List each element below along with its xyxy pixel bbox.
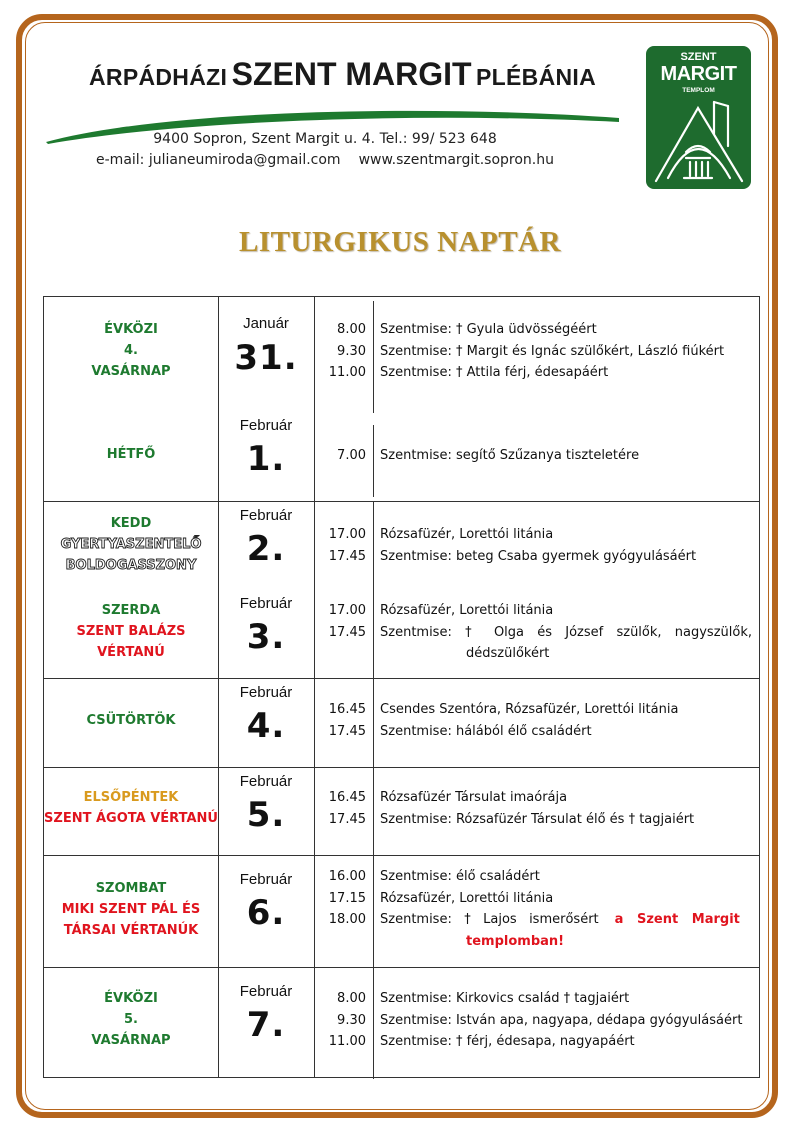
event-item (314, 988, 754, 1010)
day-label-line: SZERDA (101, 603, 161, 618)
event-text: Szentmise: † Margit és Ignác szülőkért, László fiúkért (380, 343, 725, 359)
event-time: 17.00 (328, 527, 366, 542)
day-number: 6. (246, 893, 286, 933)
event-time: 17.45 (328, 723, 366, 739)
event-time: 17.15 (328, 890, 366, 906)
contact-email: e-mail: julianeumiroda@gmail.com (96, 152, 341, 168)
day-label-line: VÉRTANÚ (97, 645, 165, 660)
month-label: Február (239, 417, 293, 434)
table-row (44, 297, 759, 501)
event-item (314, 1031, 754, 1053)
event-item (314, 546, 754, 568)
day-label-feb4 (44, 710, 218, 731)
day-label-line: SZENT ÁGOTA VÉRTANÚ (44, 811, 218, 826)
event-list (314, 787, 754, 830)
event-list (314, 866, 754, 952)
event-text: Csendes Szentóra, Rózsafüzér, Lorettói litánia (380, 702, 679, 717)
title-main: SZENT MARGIT (231, 56, 472, 92)
event-item (314, 699, 754, 721)
event-text: Szentmise: † férj, édesapa, nagyapáért (380, 1034, 635, 1049)
event-item (314, 866, 754, 888)
event-time: 17.45 (328, 548, 366, 564)
event-item (314, 319, 754, 341)
event-item (314, 622, 754, 644)
day-number: 1. (246, 439, 286, 479)
event-item (314, 445, 754, 467)
table-row (44, 767, 759, 855)
day-label-line: SZENT BALÁZS (76, 624, 186, 639)
day-label-line: 5. (124, 1012, 138, 1027)
event-text: Szentmise: † Olga és József szülők, nagyszülők, (380, 624, 752, 640)
event-time: 9.30 (337, 1012, 366, 1028)
day-label-jan31 (44, 319, 218, 382)
event-item (314, 524, 754, 546)
day-label-line: VASÁRNAP (91, 364, 171, 379)
calendar-table (43, 296, 760, 1078)
table-row (44, 501, 759, 678)
day-label-feb1 (44, 444, 218, 465)
table-row (44, 967, 759, 1078)
event-time: 8.00 (337, 991, 366, 1006)
event-time: 7.00 (337, 448, 366, 463)
day-number: 5. (246, 795, 286, 835)
event-text: Szentmise: beteg Csaba gyermek gyógyulásáért (380, 548, 697, 564)
day-number: 3. (246, 617, 286, 657)
day-label-feb3 (44, 600, 218, 663)
event-text (380, 909, 752, 931)
event-item-continuation (314, 931, 754, 953)
event-text-main: Szentmise: † Lajos ismerősért (380, 912, 599, 927)
event-time: 17.00 (328, 603, 366, 618)
event-time: 8.00 (337, 322, 366, 337)
month-label: Február (239, 871, 293, 888)
month-label: Február (239, 507, 293, 524)
day-label-line: VASÁRNAP (91, 1033, 171, 1048)
day-label-line: BOLDOGASSZONY (65, 558, 197, 573)
title-prefix: ÁRPÁDHÁZI (89, 64, 228, 90)
calendar-title: LITURGIKUS NAPTÁR (239, 226, 561, 258)
table-row (44, 678, 759, 767)
day-number: 2. (246, 529, 286, 569)
contact-website: www.szentmargit.sopron.hu (358, 152, 554, 168)
month-label: Február (239, 595, 293, 612)
day-label-line: ÉVKÖZI (104, 991, 158, 1006)
day-number: 7. (246, 1005, 286, 1045)
event-list (314, 319, 754, 384)
day-label-line: 4. (124, 343, 138, 358)
event-time: 16.45 (328, 702, 366, 717)
day-label-feb5 (44, 787, 218, 829)
event-item (314, 362, 754, 384)
event-text: Rózsafüzér, Lorettói litánia (380, 527, 554, 542)
month-label: Január (243, 315, 289, 332)
event-time: 11.00 (328, 1034, 366, 1049)
event-time: 17.45 (328, 624, 366, 640)
event-list (314, 699, 754, 742)
church-logo (646, 46, 751, 189)
event-text: Rózsafüzér, Lorettói litánia (380, 603, 554, 618)
event-time: 16.45 (328, 790, 366, 805)
event-text: Szentmise: élő családért (380, 869, 540, 884)
event-text: Szentmise: hálából élő családért (380, 723, 592, 739)
day-label-line: ELSŐPÉNTEK (83, 790, 179, 805)
event-time: 18.00 (328, 912, 366, 927)
event-item (314, 909, 754, 931)
title-suffix: PLÉBÁNIA (476, 64, 596, 90)
day-label-line: CSÜTÖRTÖK (86, 713, 176, 728)
event-text: Szentmise: Rózsafüzér Társulat élő és † tagjaiért (380, 811, 695, 827)
event-item (314, 809, 754, 831)
event-text-continuation: templomban! (466, 933, 565, 949)
month-label: Február (239, 983, 293, 1000)
event-list (314, 988, 754, 1053)
event-item (314, 787, 754, 809)
event-list (314, 445, 754, 467)
event-text: Szentmise: segítő Szűzanya tiszteletére (380, 448, 640, 463)
day-number: 4. (246, 706, 286, 746)
logo-text-szent: SZENT (680, 51, 717, 63)
day-label-feb2 (44, 513, 218, 576)
day-label-line: ÉVKÖZI (104, 322, 158, 337)
event-text-continuation: dédszülőkért (466, 646, 550, 661)
day-label-line: TÁRSAI VÉRTANÚK (63, 923, 199, 938)
event-item (314, 1010, 754, 1032)
day-label-feb6 (44, 878, 218, 941)
table-row (44, 855, 759, 967)
logo-text-templom: TEMPLOM (682, 87, 715, 94)
logo-text-margit: MARGIT (660, 63, 737, 85)
month-label: Február (239, 773, 293, 790)
day-number: 31. (234, 338, 298, 378)
event-text-highlight: a Szent Margit (614, 912, 740, 927)
day-label-line: SZOMBAT (95, 881, 167, 896)
event-time: 9.30 (337, 343, 366, 359)
event-text: Szentmise: István apa, nagyapa, dédapa gyógyulásáért (380, 1012, 743, 1028)
event-item-continuation (314, 643, 754, 665)
contact-address: 9400 Sopron, Szent Margit u. 4. Tel.: 99/ 523 648 (153, 131, 497, 147)
parish-title (70, 56, 615, 93)
event-list (314, 600, 754, 665)
event-text: Rózsafüzér, Lorettói litánia (380, 890, 554, 906)
event-text: Szentmise: Kirkovics család † tagjaiért (380, 991, 630, 1006)
event-text: Szentmise: † Attila férj, édesapáért (380, 365, 609, 380)
day-label-line: HÉTFŐ (106, 447, 156, 462)
month-label: Február (239, 684, 293, 701)
event-item (314, 600, 754, 622)
event-text: Rózsafüzér Társulat imaórája (380, 790, 568, 805)
day-label-line: GYERTYASZENTELŐ (60, 537, 202, 552)
event-item (314, 888, 754, 910)
event-text: Szentmise: † Gyula üdvösségéért (380, 322, 597, 337)
event-item (314, 341, 754, 363)
event-item (314, 721, 754, 743)
event-time: 11.00 (328, 365, 366, 380)
day-label-feb7 (44, 988, 218, 1051)
day-label-line: KEDD (110, 516, 152, 531)
event-list (314, 524, 754, 567)
contact-line-2 (90, 152, 560, 168)
event-time: 16.00 (328, 869, 366, 884)
day-label-line: MIKI SZENT PÁL ÉS (61, 902, 201, 917)
event-time: 17.45 (328, 811, 366, 827)
